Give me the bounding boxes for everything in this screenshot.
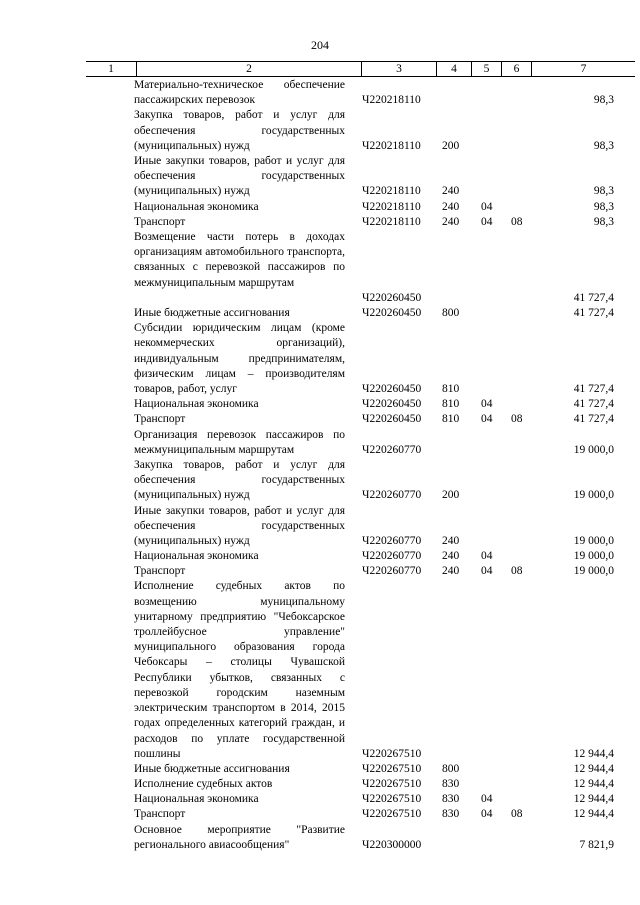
row-name: Закупка товаров, работ и услуг для обеспечения государственных (муниципальных) нужд bbox=[134, 458, 345, 502]
table-row bbox=[0, 321, 640, 397]
amount-cell: 41 727,4 bbox=[573, 291, 614, 304]
amount-cell: 7 821,9 bbox=[579, 838, 614, 851]
target-code-cell: Ч220260450 bbox=[362, 398, 422, 411]
expense-type-cell: 240 bbox=[442, 565, 460, 578]
table-row bbox=[0, 579, 640, 761]
amount-cell: 12 944,4 bbox=[573, 793, 614, 806]
target-code-cell: Ч220260770 bbox=[362, 534, 422, 547]
row-name: Национальная экономика bbox=[134, 793, 259, 806]
expense-type-cell: 240 bbox=[442, 215, 460, 228]
header-col-1: 1 bbox=[108, 63, 114, 75]
table-row bbox=[0, 230, 640, 306]
table-row bbox=[0, 154, 640, 200]
row-name: Иные закупки товаров, работ и услуг для обеспечения государственных (муниципальных) нужд bbox=[134, 154, 345, 198]
amount-cell: 19 000,0 bbox=[573, 489, 614, 502]
table-row bbox=[0, 412, 640, 427]
section-cell: 04 bbox=[481, 215, 493, 228]
table-row bbox=[0, 108, 640, 154]
expense-type-cell: 200 bbox=[442, 139, 460, 152]
expense-type-cell: 240 bbox=[442, 185, 460, 198]
row-name: Национальная экономика bbox=[134, 550, 259, 563]
row-name: Иные закупки товаров, работ и услуг для обеспечения государственных (муниципальных) нужд bbox=[134, 504, 345, 547]
header-col-2: 2 bbox=[246, 63, 252, 75]
table-row bbox=[0, 792, 640, 807]
header-col-6: 6 bbox=[513, 63, 520, 75]
row-name: Организация перевозок пассажиров по межмуниципальным маршрутам bbox=[134, 428, 345, 456]
row-name: Субсидии юридическим лицам (кроме некоммерческих организаций), индивидуальным предпринимателям, физическим лицам – производителям товаров, работ, услуг bbox=[134, 322, 345, 395]
table-header bbox=[86, 61, 635, 77]
amount-cell: 19 000,0 bbox=[573, 565, 614, 578]
section-cell: 04 bbox=[481, 565, 493, 578]
header-col-4: 4 bbox=[451, 63, 457, 75]
table-row bbox=[0, 777, 640, 792]
target-code-cell: Ч220260450 bbox=[362, 306, 422, 319]
subsection-cell: 08 bbox=[511, 215, 523, 228]
target-code-cell: Ч220267510 bbox=[362, 808, 422, 821]
table-row bbox=[0, 549, 640, 564]
amount-cell: 98,3 bbox=[593, 200, 614, 213]
amount-cell: 41 727,4 bbox=[573, 382, 614, 395]
target-code-cell: Ч220260450 bbox=[362, 291, 422, 304]
target-code-cell: Ч220267510 bbox=[362, 747, 422, 760]
row-name: Транспорт bbox=[134, 215, 186, 228]
table-row bbox=[0, 807, 640, 822]
header-col-7: 7 bbox=[580, 63, 587, 75]
row-name: Основное мероприятие "Развитие регионального авиасообщения" bbox=[134, 823, 345, 851]
section-cell: 04 bbox=[481, 413, 493, 426]
table-row bbox=[0, 78, 640, 108]
expense-type-cell: 810 bbox=[442, 413, 460, 426]
amount-cell: 98,3 bbox=[593, 139, 614, 152]
row-name: Материально-техническое обеспечение пассажирских перевозок bbox=[134, 79, 345, 107]
target-code-cell: Ч220218110 bbox=[362, 139, 421, 152]
amount-cell: 19 000,0 bbox=[573, 534, 614, 547]
row-name: Транспорт bbox=[134, 565, 186, 578]
target-code-cell: Ч220218110 bbox=[362, 94, 421, 107]
amount-cell: 12 944,4 bbox=[573, 762, 614, 775]
target-code-cell: Ч220218110 bbox=[362, 200, 421, 213]
table-row bbox=[0, 504, 640, 550]
expense-type-cell: 830 bbox=[442, 808, 460, 821]
amount-cell: 41 727,4 bbox=[573, 413, 614, 426]
target-code-cell: Ч220260770 bbox=[362, 565, 422, 578]
table-row bbox=[0, 458, 640, 504]
table-row bbox=[0, 428, 640, 458]
target-code-cell: Ч220218110 bbox=[362, 185, 421, 198]
section-cell: 04 bbox=[481, 793, 493, 806]
target-code-cell: Ч220300000 bbox=[362, 838, 422, 851]
target-code-cell: Ч220260770 bbox=[362, 489, 422, 502]
expense-type-cell: 830 bbox=[442, 793, 460, 806]
amount-cell: 12 944,4 bbox=[573, 778, 614, 791]
expense-type-cell: 810 bbox=[442, 382, 460, 395]
amount-cell: 19 000,0 bbox=[573, 443, 614, 456]
expense-type-cell: 240 bbox=[442, 534, 460, 547]
target-code-cell: Ч220267510 bbox=[362, 778, 422, 791]
table-row bbox=[0, 306, 640, 321]
subsection-cell: 08 bbox=[511, 808, 523, 821]
amount-cell: 12 944,4 bbox=[573, 808, 614, 821]
target-code-cell: Ч220218110 bbox=[362, 215, 421, 228]
row-name: Транспорт bbox=[134, 413, 186, 426]
header-col-5: 5 bbox=[483, 63, 490, 75]
table-row bbox=[0, 762, 640, 777]
target-code-cell: Ч220267510 bbox=[362, 793, 422, 806]
header-col-3: 3 bbox=[396, 63, 402, 75]
table-body bbox=[0, 78, 640, 853]
expense-type-cell: 830 bbox=[442, 778, 460, 791]
section-cell: 04 bbox=[481, 398, 493, 411]
table-row bbox=[0, 215, 640, 230]
table-row bbox=[0, 823, 640, 853]
subsection-cell: 08 bbox=[511, 413, 523, 426]
amount-cell: 41 727,4 bbox=[573, 398, 614, 411]
amount-cell: 98,3 bbox=[593, 185, 614, 198]
table-row bbox=[0, 397, 640, 412]
target-code-cell: Ч220260450 bbox=[362, 413, 422, 426]
target-code-cell: Ч220260770 bbox=[362, 443, 422, 456]
target-code-cell: Ч220260770 bbox=[362, 550, 422, 563]
amount-cell: 98,3 bbox=[593, 215, 614, 228]
amount-cell: 12 944,4 bbox=[573, 747, 614, 760]
row-name: Иные бюджетные ассигнования bbox=[134, 306, 290, 319]
row-name: Транспорт bbox=[134, 808, 186, 821]
row-name: Исполнение судебных актов bbox=[134, 778, 273, 791]
table-row bbox=[0, 200, 640, 215]
page-number: 204 bbox=[311, 38, 329, 52]
row-name: Национальная экономика bbox=[134, 200, 259, 213]
amount-cell: 41 727,4 bbox=[573, 306, 614, 319]
amount-cell: 98,3 bbox=[593, 94, 614, 107]
section-cell: 04 bbox=[481, 808, 493, 821]
row-name: Закупка товаров, работ и услуг для обеспечения государственных (муниципальных) нужд bbox=[134, 109, 345, 152]
expense-type-cell: 800 bbox=[442, 306, 460, 319]
row-name: Иные бюджетные ассигнования bbox=[134, 762, 290, 775]
section-cell: 04 bbox=[481, 200, 493, 213]
target-code-cell: Ч220267510 bbox=[362, 762, 422, 775]
table-row bbox=[0, 564, 640, 579]
section-cell: 04 bbox=[481, 550, 493, 563]
expense-type-cell: 800 bbox=[442, 762, 460, 775]
row-name: Исполнение судебных актов по возмещению муниципальному унитарному предприятию "Чебоксарское троллейбусное управление" муниципального образования города Чебоксары – столицы Чувашской Республики убытков, связанных с перевозкой городским наземным электрическим транспортом в 2014, 2015 годах определенных категорий граждан, и расходов по уплате государственной пошлины bbox=[134, 580, 345, 760]
expense-type-cell: 810 bbox=[442, 398, 460, 411]
expense-type-cell: 200 bbox=[442, 489, 460, 502]
expense-type-cell: 240 bbox=[442, 200, 460, 213]
expense-type-cell: 240 bbox=[442, 550, 460, 563]
subsection-cell: 08 bbox=[511, 565, 523, 578]
amount-cell: 19 000,0 bbox=[573, 550, 614, 563]
target-code-cell: Ч220260450 bbox=[362, 382, 422, 395]
row-name: Возмещение части потерь в доходах организациям автомобильного транспорта, связанных с перевозкой пассажиров по межмуниципальным маршрутам bbox=[134, 230, 345, 289]
row-name: Национальная экономика bbox=[134, 398, 259, 411]
